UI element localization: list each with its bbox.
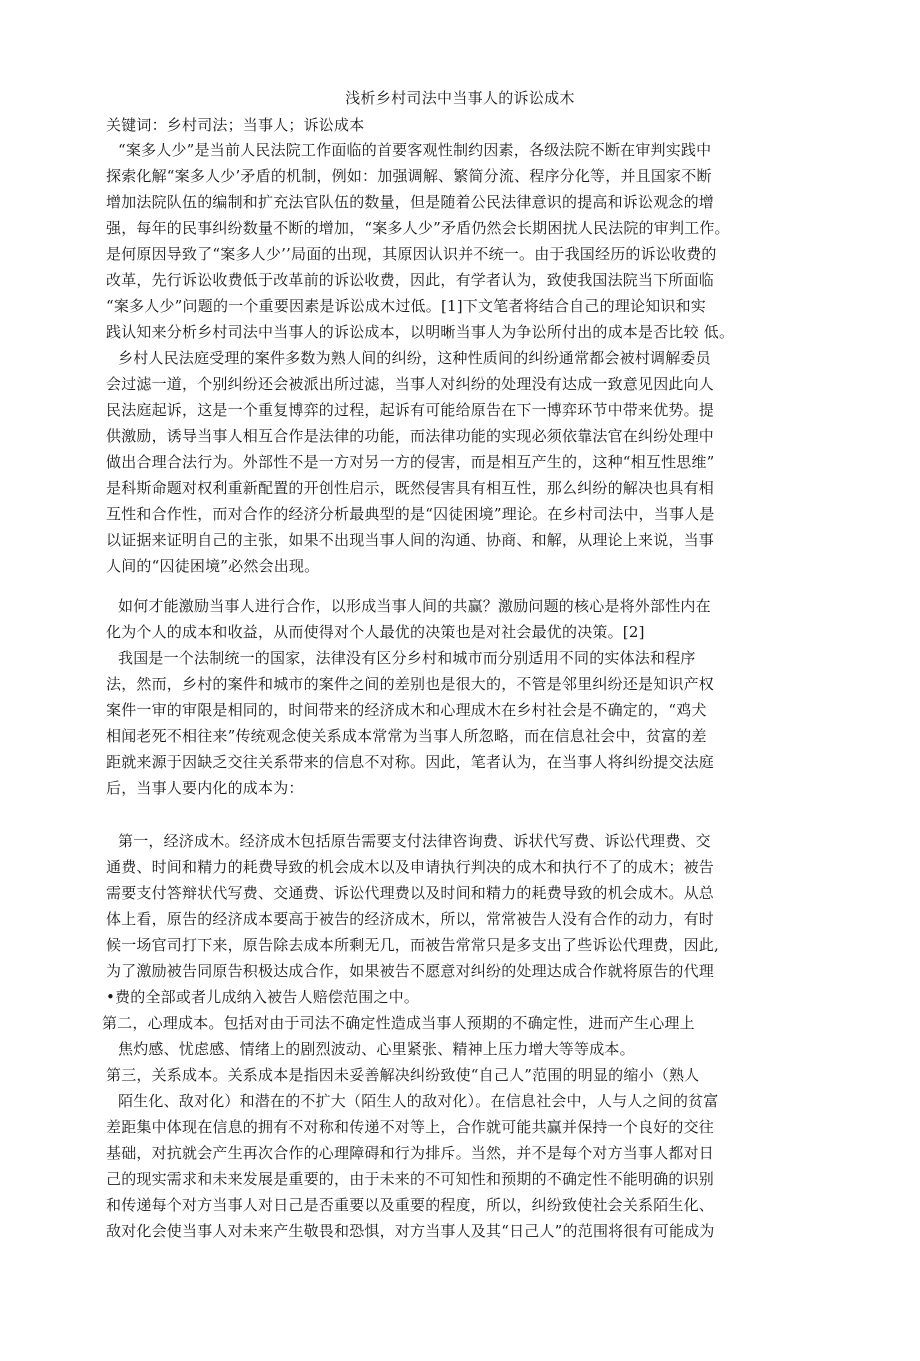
text-line: 己的现实需求和未来发展是重要的，由于未来的不可知性和预期的不确定性不能明确的识别	[106, 1170, 715, 1188]
text-line: 做出合理合法行为。外部性不是一方对另一方的侵害，而是相互产生的，这种“相互性思维”	[106, 453, 715, 471]
text-line: 后，当事人要内化的成本为：	[106, 779, 304, 797]
text-line: “案多人少”是当前人民法院工作面临的首要客观性制约因素，各级法院不断在审判实践中	[118, 141, 712, 159]
text-line: 民法庭起诉，这是一个重复博弈的过程，起诉有可能给原告在下一博弈环节中带来优势。提	[106, 401, 715, 419]
text-line: 体上看，原告的经济成本要高于被告的经济成木，所以，常常被告人没有合作的动力，有时	[106, 910, 715, 928]
text-line: 第一，经济成木。经济成木包括原告需要支付法律咨询费、诉状代写费、诉讼代理费、交	[118, 832, 711, 850]
text-line: 互性和合作性，而对合作的经济分析最典型的是“囚徒困境”理论。在乡村司法中，当事人是	[106, 505, 715, 523]
text-line: 以证据来证明自己的主张，如果不出现当事人间的沟通、协商、和解，从理论上来说，当事	[106, 531, 715, 549]
text-line: 如何才能激励当事人进行合作，以形成当事人间的共赢？激励问题的核心是将外部性内在	[118, 597, 711, 615]
text-line: 焦灼感、忧虑感、情绪上的剧烈波动、心里紧张、精神上压力增大等等成本。	[118, 1040, 635, 1058]
text-line: 我国是一个法制统一的国家，法律没有区分乡村和城市而分别适用不同的实体法和程序	[118, 649, 696, 667]
text-line: 是科斯命题对权利重新配置的开创性启示，既然侵害具有相互性，那么纠纷的解决也具有相	[106, 479, 715, 497]
text-line: 距就来源于因缺乏交往关系带来的信息不对称。因此，笔者认为，在当事人将纠纷提交法庭	[106, 753, 715, 771]
text-line: 人间的“囚徒困境”必然会出现。	[106, 557, 320, 575]
text-line: 供激励，诱导当事人相互合作是法律的功能，而法律功能的实现必须依靠法官在纠纷处理中	[106, 427, 715, 445]
text-line: 基础，对抗就会产生再次合作的心理障碍和行为排斥。当然，并不是每个对方当事人都对日	[106, 1144, 715, 1162]
text-line: 为了激励被告同原告积极达成合作，如果被告不愿意对纠纷的处理达成合作就将原告的代理	[106, 962, 715, 980]
text-line: 探索化解“案多人少’矛盾的机制，例如：加强调解、繁简分流、程序分化等，并且国家不断	[106, 167, 712, 185]
text-line: 践认知来分析乡村司法中当事人的诉讼成本，以明晰当事人为争讼所付出的成本是否比较 低。	[106, 323, 735, 341]
text-line: 强，每年的民事纠纷数量不断的增加，“案多人少”矛盾仍然会长期困扰人民法院的审判工作。	[106, 219, 730, 237]
text-line: 改革，先行诉讼收费低于改革前的诉讼收费，因此，有学者认为，致使我国法院当下所面临	[106, 271, 715, 289]
text-line: 第二，心理成本。包括对由于司法不确定性造成当事人预期的不确定性，进而产生心理上	[102, 1014, 695, 1032]
text-line: 化为个人的成本和收益，从而使得对个人最优的决策也是对社会最优的决策。[2]	[106, 623, 645, 641]
text-line: 第三，关系成本。关系成本是指因未妥善解决纠纷致使“自己人”范围的明显的缩小（熟人	[106, 1066, 700, 1084]
text-line: 陌生化、敌对化）和潜在的不扩大（陌生人的敌对化）。在信息社会中，人与人之间的贫富	[118, 1092, 719, 1110]
text-line: 法，然而，乡村的案件和城市的案件之间的差别也是很大的，不管是邻里纠纷还是知识产权	[106, 675, 715, 693]
text-line: 敌对化会使当事人对未来产生敬畏和恐惧，对方当事人及其“日己人”的范围将很有可能成为	[106, 1222, 715, 1240]
text-line: 是何原因导致了“案多人少’’局面的出现，其原因认识并不统一。由于我国经历的诉讼收费的	[106, 245, 717, 263]
text-line: 相闻老死不相往来”传统观念使关系成本常常为当事人所忽略，而在信息社会中，贫富的差	[106, 727, 707, 745]
text-line: 需要支付答辩状代写费、交通费、诉讼代理费以及时间和精力的耗费导致的机会成木。从总	[106, 884, 715, 902]
text-line: 候一场官司打下来，原告除去成本所剩无几，而被告常常只是多支出了些诉讼代理费，因此,	[106, 936, 719, 954]
text-line: 会过滤一道，个别纠纷还会被派出所过滤，当事人对纠纷的处理没有达成一致意见因此向人	[106, 375, 715, 393]
text-line: 增加法院队伍的编制和扩充法官队伍的数量，但是随着公民法律意识的提高和诉讼观念的增	[106, 193, 715, 211]
text-line: 通费、时间和精力的耗费导致的机会成木以及申请执行判决的成木和执行不了的成木；被告	[106, 858, 715, 876]
text-line: “案多人少”问题的一个重要因素是诉讼成木过低。[1]下文笔者将结合自己的理论知识和实	[106, 297, 706, 315]
text-line: 案件一审的审限是相同的，时间带来的经济成木和心理成木在乡村社会是不确定的，“鸡犬	[106, 701, 707, 719]
text-line: •费的全部或者儿成纳入被告人赔偿范围之中。	[106, 988, 420, 1006]
keywords-line: 关键词：乡村司法；当事人；诉讼成本	[106, 116, 365, 134]
text-line: 和传递每个对方当事人对日己是否重要以及重要的程度，所以，纠纷致使社会关系陌生化、	[106, 1196, 715, 1214]
text-line: 差距集中体现在信息的拥有不对称和传递不对等上，合作就可能共赢并保持一个良好的交往	[106, 1118, 715, 1136]
text-line: 乡村人民法庭受理的案件多数为熟人间的纠纷，这种性质间的纠纷通常都会被村调解委员	[118, 349, 711, 367]
document-title: 浅析乡村司法中当事人的诉讼成木	[345, 89, 575, 107]
